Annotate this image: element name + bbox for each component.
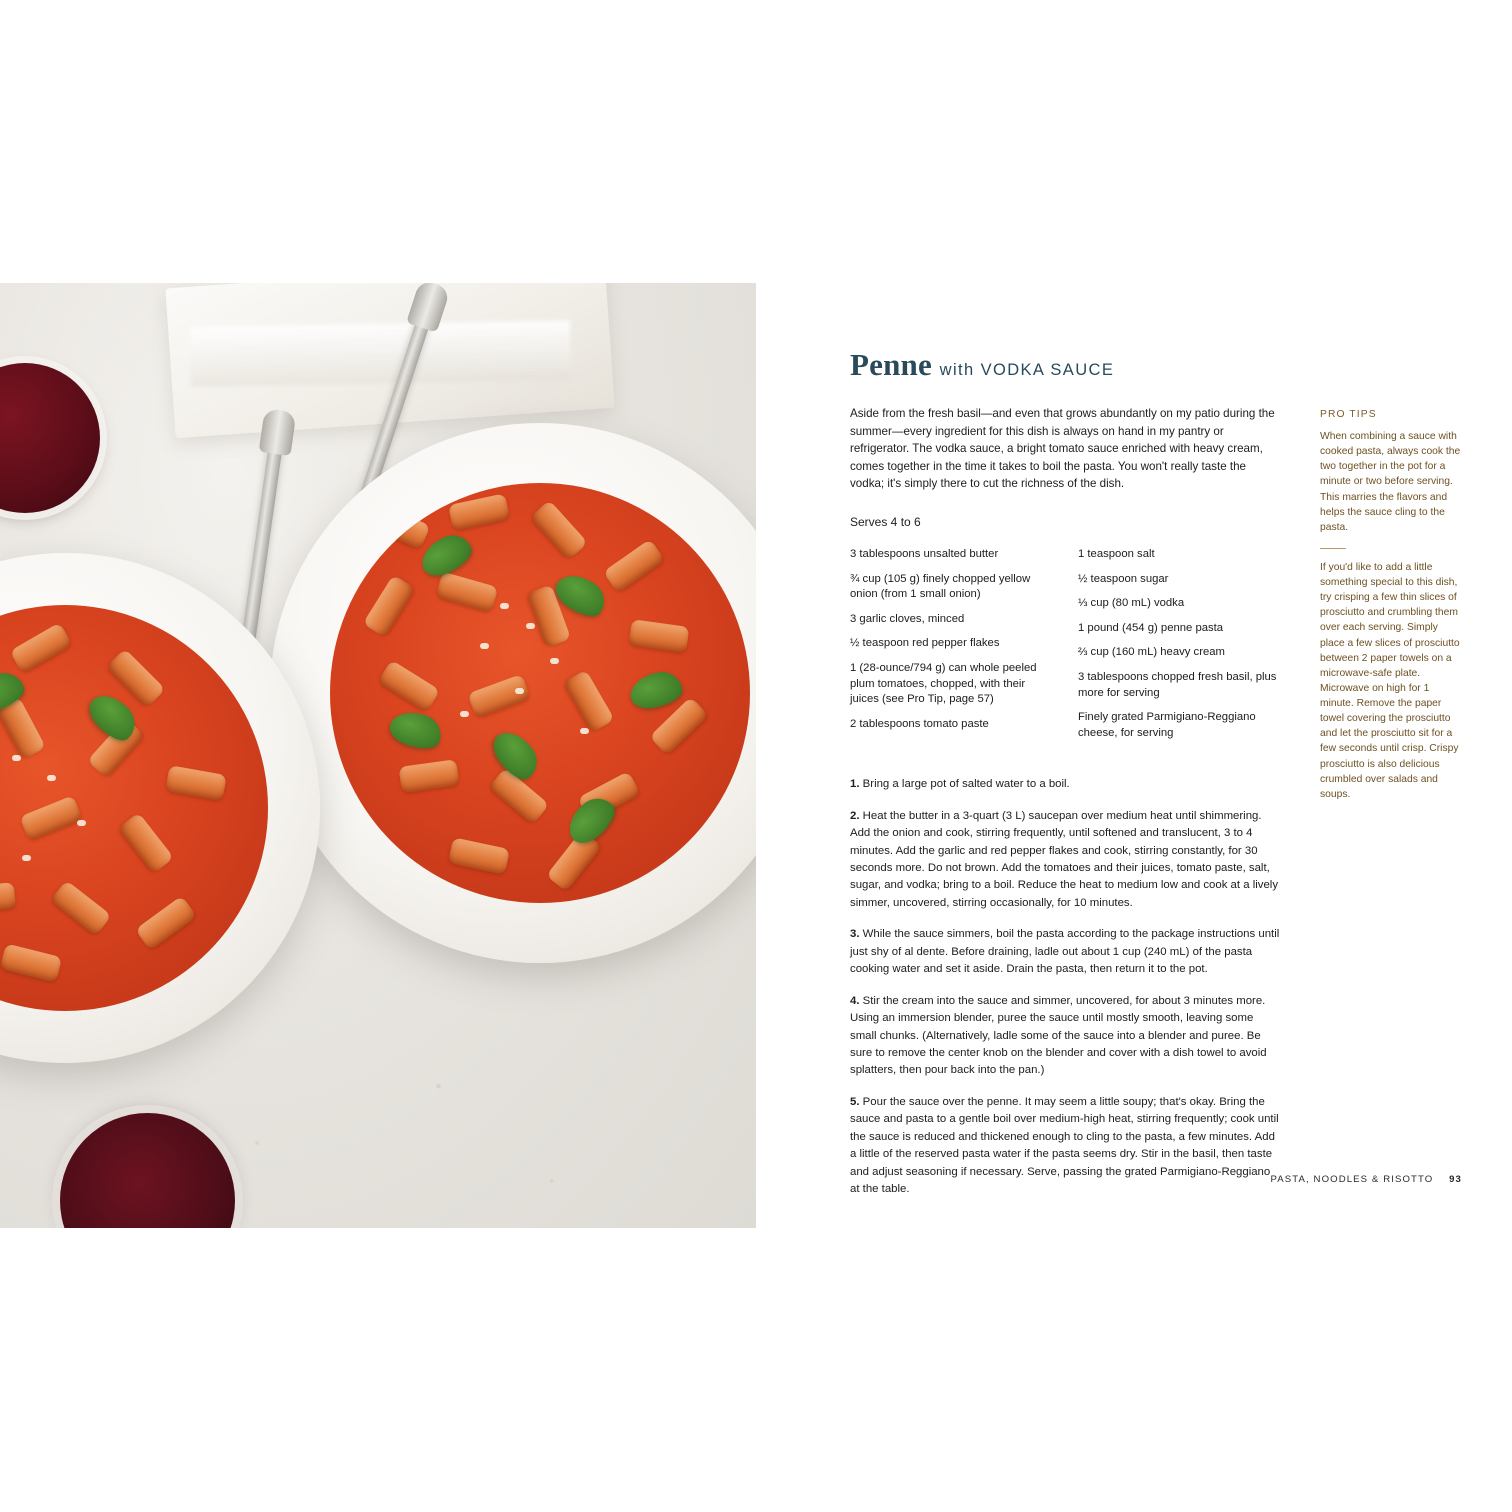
step-text: While the sauce simmers, boil the pasta according to the package instructions until just shy of al dente. Before draining, ladle out about 1 cup (240 mL) of the pasta cooking water and set it aside. Drain the pasta, then return it to the pot. <box>850 928 1280 976</box>
step-text: Heat the butter in a 3-quart (3 L) saucepan over medium heat until shimmering. Add the onion and cook, stirring frequently, until softened and translucent, 3 to 4 minutes. Add the garlic and red pepper flakes and cook, stirring constantly, for 30 seconds more. Do not brown. Add the tomatoes and their juices, tomato paste, salt, sugar, and vodka; bring to a boil. Reduce the heat to medium low and cook at a lively simmer, uncovered, stirring occasionally, for 10 minutes. <box>850 809 1279 909</box>
footer-chapter: PASTA, NOODLES & RISOTTO <box>1270 1174 1434 1185</box>
list-item: ⅔ cup (160 mL) heavy cream <box>1078 646 1225 659</box>
step-text: Stir the cream into the sauce and simmer, uncovered, for about 3 minutes more. Using an immersion blender, puree the sauce until mostly smooth, leaving some small chunks. (Alternatively, ladle some of the sauce into a blender and puree. Be sure to remove the center knob on the blender and cover with a dish towel to avoid splatters, then pour back into the pan.) <box>850 994 1267 1077</box>
step-text: Pour the sauce over the penne. It may seem a little soupy; that's okay. Bring the sauce and pasta to a gentle boil over medium-high heat, stirring frequently; cook until the sauce is reduced and thickened enough to cling to the pasta, a few minutes. Add a little of the reserved pasta water if the pasta seems dry. Stir in the basil, then taste and adjust seasoning if necessary. Serve, passing the grated Parmigiano-Reggiano at the table. <box>850 1095 1279 1195</box>
pro-tip: When combining a sauce with cooked pasta, always cook the two together in the pot for a minute or two before serving. This marries the flavors and helps the sauce cling to the pasta. <box>1320 431 1461 533</box>
list-item: 1 (28-ounce/794 g) can whole peeled plum tomatoes, chopped, with their juices (see Pro Tip, page 57) <box>850 661 1037 706</box>
pro-tip: If you'd like to add a little something special to this dish, try crisping a few thin slices of prosciutto and crumbling them over each serving. Simply place a few slices of prosciutto between 2 paper towels on a microwave-safe plate. Microwave on high for 1 minute. Remove the paper towel covering the prosciutto and let the prosciutto sit for a few seconds until crisp. Crispy prosciutto is also delicious crumbled over salads and soups. <box>1320 561 1460 800</box>
instruction-step <box>850 926 1280 978</box>
instruction-step <box>850 1094 1280 1199</box>
instruction-step <box>850 776 1280 793</box>
step-number: 4. <box>850 994 860 1007</box>
list-item: ½ teaspoon sugar <box>1078 572 1169 585</box>
step-number: 5. <box>850 1095 860 1108</box>
pro-tips-sidebar <box>1320 405 1462 1212</box>
page-number: 93 <box>1449 1174 1462 1185</box>
recipe-title-sub: with VODKA SAUCE <box>939 361 1115 379</box>
step-number: 1. <box>850 778 860 791</box>
recipe-page <box>756 283 1512 1228</box>
recipe-content <box>850 347 1462 1195</box>
recipe-photograph <box>0 283 756 1228</box>
ingredient-column-2 <box>1078 547 1278 750</box>
list-item: 3 tablespoons unsalted butter <box>850 548 999 561</box>
list-item: ⅓ cup (80 mL) vodka <box>1078 597 1185 610</box>
instruction-step <box>850 993 1280 1080</box>
instruction-step <box>850 808 1280 913</box>
step-text: Bring a large pot of salted water to a boil. <box>862 778 1070 791</box>
ingredient-list <box>850 547 1280 750</box>
list-item: 3 tablespoons chopped fresh basil, plus more for serving <box>1078 670 1277 699</box>
instruction-list <box>850 776 1280 1198</box>
penne-vodka-sauce <box>330 483 750 903</box>
step-number: 3. <box>850 928 860 941</box>
page-title <box>850 349 1462 381</box>
list-item: 2 tablespoons tomato paste <box>850 717 989 730</box>
list-item: Finely grated Parmigiano-Reggiano cheese, for serving <box>1078 711 1256 739</box>
step-number: 2. <box>850 809 860 822</box>
list-item: 3 garlic cloves, minced <box>850 612 965 625</box>
pro-tips-heading: PRO TIPS <box>1320 409 1377 420</box>
list-item: 1 teaspoon salt <box>1078 548 1155 561</box>
penne-vodka-sauce <box>0 605 268 1011</box>
page-footer <box>1270 1174 1462 1185</box>
list-item: ½ teaspoon red pepper flakes <box>850 637 1000 650</box>
list-item: 1 pound (454 g) penne pasta <box>1078 621 1224 634</box>
recipe-main-column <box>850 405 1280 1212</box>
recipe-title-main: Penne <box>850 347 932 382</box>
recipe-headnote: Aside from the fresh basil—and even that grows abundantly on my patio during the summer—every ingredient for this dish is always on hand in my pantry or refrigerator. The vodka sauce, a bright tomato sauce enriched with heavy cream, comes together in the time it takes to boil the pasta. You won't really taste the vodka; it's simply there to cut the richness of the dish. <box>850 407 1275 491</box>
list-item: ¾ cup (105 g) finely chopped yellow onion (from 1 small onion) <box>850 572 1031 601</box>
ingredient-column-1 <box>850 547 1050 750</box>
recipe-yield: Serves 4 to 6 <box>850 515 921 530</box>
recipe-columns <box>850 405 1462 1212</box>
divider <box>1320 548 1346 549</box>
